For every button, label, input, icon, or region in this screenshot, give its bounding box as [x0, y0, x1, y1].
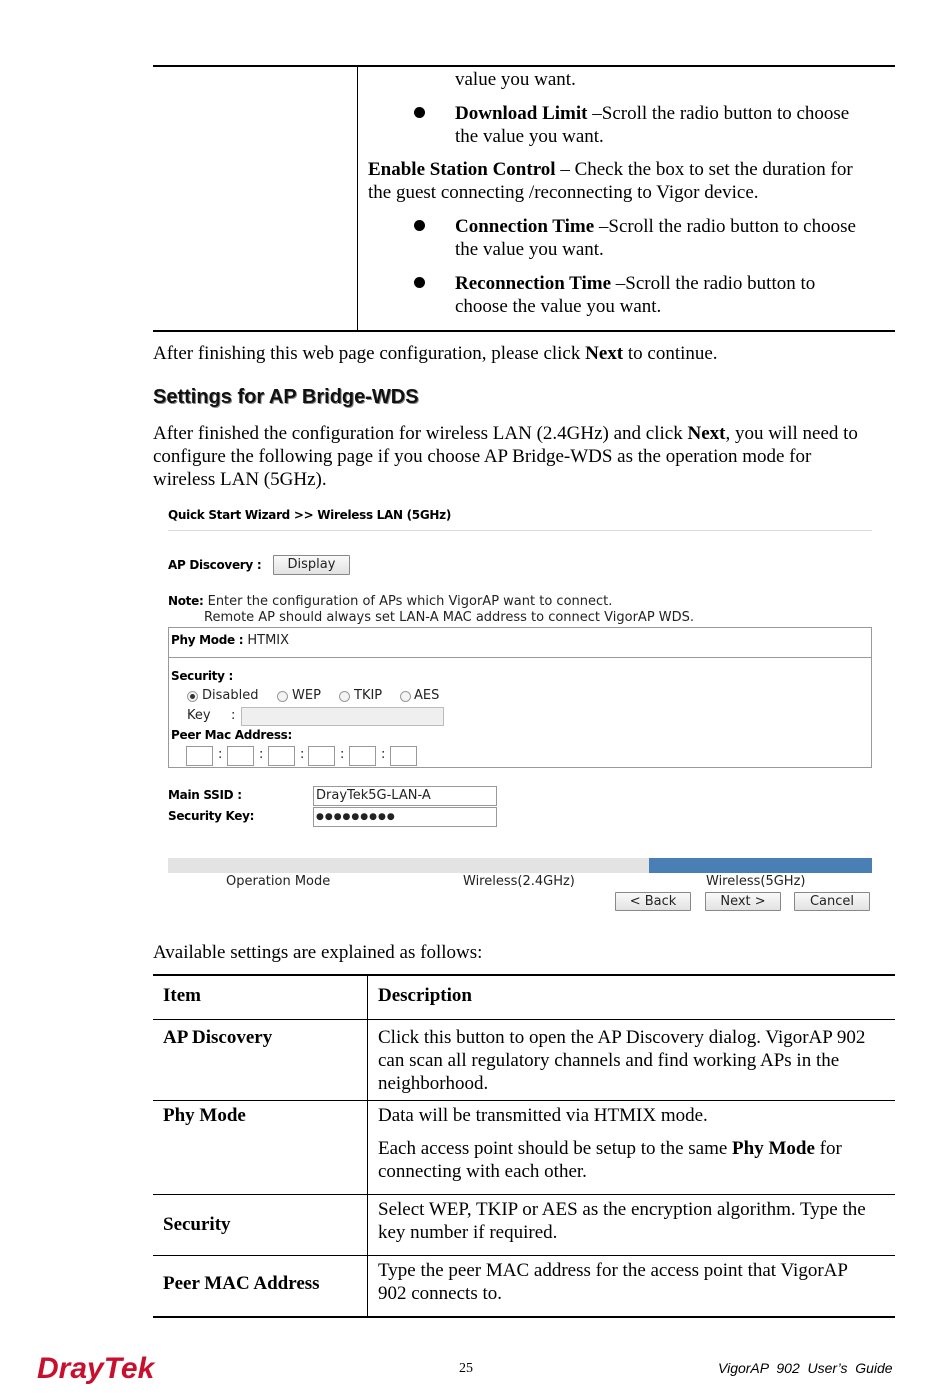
mac-octet-input[interactable]: [349, 746, 376, 766]
row-item: AP Discovery: [163, 1027, 273, 1048]
mac-octet-input[interactable]: [268, 746, 295, 766]
radio-label: AES: [414, 688, 440, 703]
radio-tkip[interactable]: [339, 691, 350, 702]
security-key-label: Security Key:: [168, 809, 255, 823]
desc-line: 902 connects to.: [378, 1283, 503, 1304]
desc-line: Select WEP, TKIP or AES as the encryption algorithm. Type the: [378, 1199, 866, 1220]
mac-octet-input[interactable]: [227, 746, 254, 766]
table-row: [153, 1256, 895, 1318]
row-desc: [368, 1020, 896, 1101]
row-desc: [368, 1101, 896, 1195]
note-line-2: Remote AP should always set LAN-A MAC address to connect VigorAP WDS.: [204, 610, 695, 625]
mac-octet-input[interactable]: [186, 746, 213, 766]
step-wireless-24: Wireless(2.4GHz): [463, 874, 575, 889]
radio-aes[interactable]: [400, 691, 411, 702]
connection-time-text: Connection Time –Scroll the radio button to choose: [455, 216, 856, 237]
text-line: choose the value you want.: [455, 296, 662, 317]
header-item: Item: [163, 985, 201, 1006]
desc-line: neighborhood.: [378, 1073, 489, 1094]
desc-line: connecting with each other.: [378, 1161, 587, 1182]
bullet-icon: [414, 220, 425, 231]
intro-line: configure the following page if you choose AP Bridge-WDS as the operation mode for: [153, 446, 812, 467]
table-row: [153, 1195, 895, 1256]
main-ssid-input[interactable]: DrayTek5G-LAN-A: [313, 786, 497, 806]
intro-line: wireless LAN (5GHz).: [153, 469, 327, 490]
desc-line: Data will be transmitted via HTMIX mode.: [378, 1105, 708, 1126]
intro-line: After finished the configuration for wireless LAN (2.4GHz) and click Next, you will need to: [153, 423, 858, 444]
reconnection-time-text: Reconnection Time –Scroll the radio button to: [455, 273, 816, 294]
divider: [168, 657, 872, 658]
mac-sep: :: [218, 747, 223, 762]
text-line: the value you want.: [455, 239, 604, 260]
settings-table: [153, 974, 895, 1318]
draytek-logo: DrayTek: [37, 1352, 155, 1385]
guide-title: VigorAP 902 User’s Guide: [718, 1360, 893, 1376]
progress-active: [649, 858, 872, 873]
table-row: [153, 1101, 895, 1195]
row-item: Security: [163, 1214, 231, 1235]
bullet-icon: [414, 107, 425, 118]
table-row: [153, 1020, 895, 1101]
mac-octet-input[interactable]: [308, 746, 335, 766]
security-label: Security :: [171, 669, 234, 683]
step-operation-mode: Operation Mode: [226, 874, 331, 889]
back-button[interactable]: < Back: [615, 892, 691, 911]
phy-mode-row: Phy Mode : HTMIX: [171, 633, 290, 648]
enable-station-text: Enable Station Control – Check the box to set the duration for: [368, 159, 853, 180]
desc-line: can scan all regulatory channels and find working APs in the: [378, 1050, 840, 1071]
note-line-1: Note: Enter the configuration of APs which VigorAP want to connect.: [168, 594, 613, 609]
key-input[interactable]: [241, 707, 444, 726]
row-item: Phy Mode: [163, 1105, 246, 1126]
main-ssid-label: Main SSID :: [168, 788, 242, 802]
row-desc: [368, 1256, 896, 1318]
desc-line: Each access point should be setup to the same Phy Mode for: [378, 1138, 842, 1159]
text-line: value you want.: [455, 69, 576, 90]
mac-sep: :: [259, 747, 264, 762]
after-finishing-text: After finishing this web page configuration, please click Next to continue.: [153, 343, 718, 364]
desc-line: Click this button to open the AP Discovery dialog. VigorAP 902: [378, 1027, 866, 1048]
cancel-button[interactable]: Cancel: [794, 892, 870, 911]
row-desc: [368, 1195, 896, 1256]
wizard-title: Quick Start Wizard >> Wireless LAN (5GHz): [168, 508, 452, 522]
ap-discovery-label: AP Discovery :: [168, 558, 262, 572]
text-line: the guest connecting /reconnecting to Vigor device.: [368, 182, 759, 203]
radio-label: TKIP: [354, 688, 383, 703]
mac-octet-input[interactable]: [390, 746, 417, 766]
download-limit-text: Download Limit –Scroll the radio button to choose: [455, 103, 850, 124]
mac-sep: :: [340, 747, 345, 762]
radio-disabled[interactable]: [187, 691, 198, 702]
security-key-input[interactable]: ●●●●●●●●●: [313, 807, 497, 827]
step-wireless-5: Wireless(5GHz): [706, 874, 806, 889]
desc-line: Type the peer MAC address for the access point that VigorAP: [378, 1260, 848, 1281]
available-text: Available settings are explained as follows:: [153, 942, 483, 963]
radio-label: WEP: [292, 688, 321, 703]
header-desc: Description: [368, 975, 896, 1020]
divider: [168, 530, 872, 531]
mac-sep: :: [300, 747, 305, 762]
radio-label: Disabled: [202, 688, 259, 703]
key-label: Key: [187, 708, 211, 723]
progress-inactive: [168, 858, 649, 873]
desc-line: key number if required.: [378, 1222, 558, 1243]
mac-sep: :: [381, 747, 386, 762]
key-colon: :: [231, 708, 236, 723]
next-button[interactable]: Next >: [705, 892, 781, 911]
radio-wep[interactable]: [277, 691, 288, 702]
display-button[interactable]: Display: [273, 555, 350, 575]
table-divider: [357, 67, 358, 330]
table-header-row: [153, 975, 895, 1020]
text-line: the value you want.: [455, 126, 604, 147]
peer-mac-label: Peer Mac Address:: [171, 728, 293, 742]
page-number: 25: [459, 1361, 473, 1376]
bullet-icon: [414, 277, 425, 288]
section-heading: Settings for AP Bridge-WDS: [153, 386, 419, 408]
row-item: Peer MAC Address: [163, 1273, 320, 1294]
